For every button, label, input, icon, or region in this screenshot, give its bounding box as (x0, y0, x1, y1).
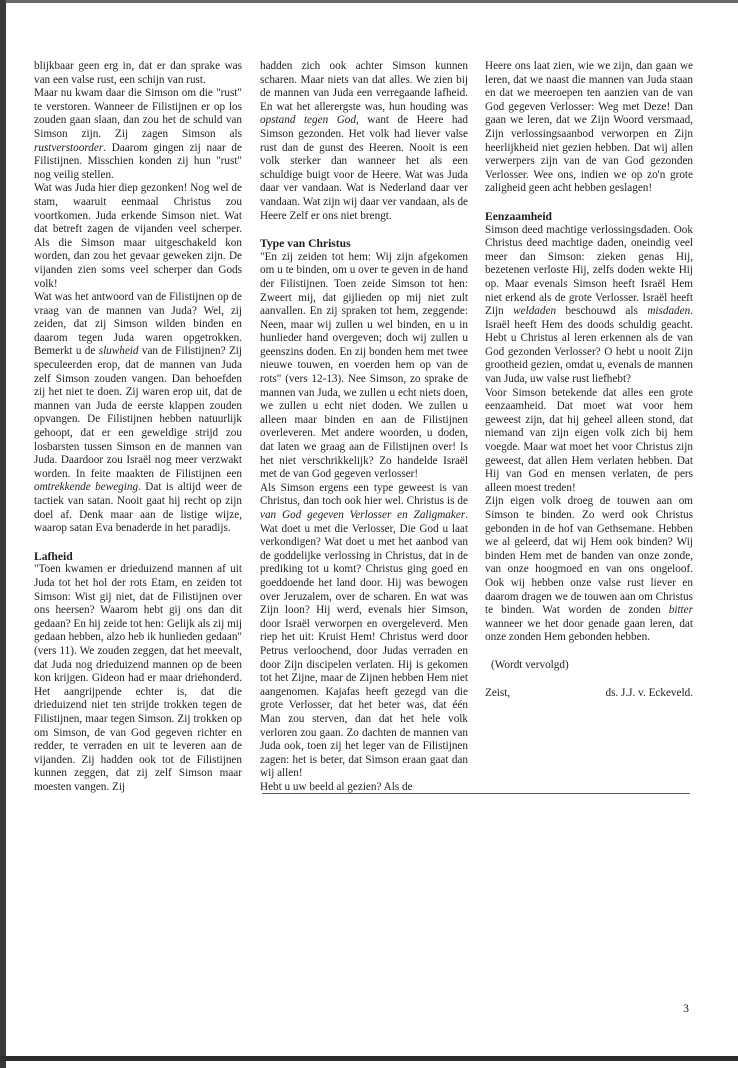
scan-edge-top (0, 0, 738, 3)
author: ds. J.J. v. Eckeveld. (605, 686, 693, 699)
scan-edge-left (0, 0, 6, 1068)
paragraph: "En zij zeiden tot hem: Wij zijn afgekomen om u te binden, om u over te geven in de hand der Filistijnen. Toen zeide Simson tot hen: Zweert mij, dat gijlieden op mij niet zult aanvallen. En zij spraken tot hem, zeggende: Neen, maar wij zullen u wel binden, en u in hunlieder hand overgeven; doch wij zullen u geenszins doden. En zij bonden hem met twee nieuwe touwen, en voerden hem op van de rots" (vers 12-13). Nee Simson, zo sprake de mannen van Juda, we zullen u echt niets doen, we zullen u echt niet doden. We zullen u alleen maar binden en aan de Filistijnen overleveren. Met andere woorden, u doden, dat laten we graag aan de Filistijnen over! Is het niet verschrikkelijk? Zo handelde Israël met de van God gegeven verlosser! (260, 250, 468, 481)
column-3 (485, 60, 693, 700)
section-heading-eenzaamheid: Eenzaamheid (485, 209, 552, 223)
page-number: 3 (683, 1001, 689, 1015)
paragraph: Wat was Juda hier diep gezonken! Nog wel de stam, waaruit eenmaal Christus zou voortkomen. Juda erkende Simson niet. Wat dat betreft zagen de vijanden veel scherper. Als die Simson maar uitgeschakeld kon worden, dan zou het gevaar geweken zijn. De vijanden zien soms veel scherper dan Gods volk! (34, 182, 242, 290)
paragraph: Hebt u uw beeld al gezien? Als de (260, 780, 413, 793)
paragraph: "Toen kwamen er drieduizend mannen af uit Juda tot het hol der rots Etam, en zeiden tot Simson: Wist gij niet, dat de Filistijnen over ons heersen? Waarom hebt gij ons dan dit gedaan? En hij zeide tot hen: Gelijk als zij mij gedaan hebben, alzo heb ik hunlieden gedaan" (vers 11). We zouden zeggen, dat het meevalt, dat Juda nog drieduizend mannen op de been kon krijgen. Gideon had er maar driehonderd. Het aangrijpende echter is, dat die drieduizend niet ten strijde trokken tegen de Filistijnen, maar tegen Simson. Zij trokken op om Simson, de van God gegeven richter en redder, te verraden en uit te leveren aan de vijanden. Zij hadden ook tot de Filistijnen kunnen zeggen, dat zij zelf Simson maar moesten vangen. Zij (34, 563, 242, 793)
paragraph: Wat was het antwoord van de Filistijnen op de vraag van de mannen van Juda? Wel, zij zeiden, dat zij Simson wilden binden en daarom tegen Juda waren opgetrokken. Bemerkt u de sluwheid van de Filistijnen? Zij speculeerden erop, dat de mannen van Juda zelf Simson zouden vangen. Dan behoefden zij het niet te doen. Zij waren erop uit, dat de mannen van Juda de eerste klappen zouden opvangen. De Filistijnen hebben natuurlijk gehoopt, dat er een geweldige strijd zou losbarsten tussen Simson en de mannen van Juda. Daardoor zou Israël nog meer verzwakt worden. In feite maakten de Filistijnen een omtrekkende beweging. Dat is altijd weer de tactiek van satan. Nooit gaat hij recht op zijn doel af. Denk maar aan de listige wijze, waarop satan Eva benaderde in het paradijs. (34, 291, 242, 535)
paragraph: Maar nu kwam daar die Simson om die "rust" te verstoren. Wanneer de Filistijnen er op los zouden gaan slaan, dan zou het de schuld van Simson zijn. Zij zagen Simson als rustverstoorder. Daarom gingen zij naar de Filistijnen. Misschien konden zij hun "rust" nog veilig stellen. (34, 87, 242, 181)
scan-edge-bottom (0, 1056, 738, 1061)
paragraph: Als Simson ergens een type geweest is van Christus, dan toch ook hier wel. Christus is de van God gegeven Verlosser en Zaligmaker. Wat doet u met die Verlosser, Die God u laat verkondigen? Wat doet u met het aanbod van de goddelijke verlossing in Christus, dat in de prediking tot u komt? Christus ging goed en goeddoende het land door. Hij was bewogen over Jeruzalem, over de scharen. En wat was Zijn loon? Hij werd, evenals hier Simson, door Israël verworpen en overgeleverd. Men riep het uit: Kruist Hem! Christus werd door Petrus verloochend, door Judas verraden en door Zijn discipelen verlaten. Hij is gekomen tot het Zijne, maar de Zijnen hebben Hem niet aangenomen. Kajafas heeft gezegd van die grote Verlosser, dat het beter was, dat één Man zou sterven, dan dat het hele volk verloren zou gaan. Zo dachten de mannen van Juda ook, toen zij het leger van de Filistijnen zagen: het is beter, dat Simson eraan gaat dan wij allen! (260, 481, 468, 780)
place: Zeist, (485, 686, 511, 699)
paragraph: hadden zich ook achter Simson kunnen scharen. Maar niets van dat alles. We zien bij de mannen van Juda een verregaande lafheid. En wat het allerergste was, hun houding was opstand tegen God, want de Heere had Simson gezonden. Het volk had liever valse rust dan de gunst des Heeren. Nooit is een volk sterker dan wanneer het als een schuldige buigt voor de Heere. Wat was Juda daar ver vandaan. Wat is Nederland daar ver vandaan. Wat zijn wij daar ver vandaan, als de Heere Zelf er ons niet brengt. (260, 60, 468, 222)
section-heading-lafheid: Lafheid (34, 549, 73, 563)
section-heading-type-van-christus: Type van Christus (260, 237, 351, 251)
column-2 (260, 60, 468, 794)
footer-rule (262, 793, 690, 794)
continued-note: (Wordt vervolgd) (491, 658, 569, 671)
paragraph: blijkbaar geen erg in, dat er dan sprake was van een valse rust, een schijn van rust. (34, 60, 242, 86)
paragraph: Voor Simson betekende dat alles een grote eenzaamheid. Dat moet wat voor hem geweest zijn, dat hij geheel alleen stond, dat niemand van zijn eigen volk zich bij hem voegde. Maar wat moet het voor Christus zijn geweest, dat allen Hem verlaten hebben. Dat Hij van God en mensen verlaten, de pers alleen moest treden! (485, 386, 693, 494)
signature-line (485, 687, 693, 701)
column-1 (34, 60, 242, 794)
paragraph: Zijn eigen volk droeg de touwen aan om Simson te binden. Zo werd ook Christus gebonden in de hof van Gethsemane. Hebben we al geleerd, dat wij Hem ook binden? Wij binden Hem met de banden van onze zonde, van onze hoogmoed en van ons ongeloof. Ook wij hebben onze valse rust liever en daarom dragen we de touwen aan om Christus te binden. Wat worden de zonden bitter wanneer we het door genade gaan leren, dat onze zonden Hem gebonden hebben. (485, 495, 693, 644)
paragraph: Simson deed machtige verlossingsdaden. Ook Christus deed machtige daden, oneindig veel meer dan Simson: zieken genas Hij, bezetenen verloste Hij, zelfs doden wekte Hij op. Maar evenals Simson heeft Israël Hem niet erkend als de grote Verlosser. Israël heeft Zijn weldaden beschouwd als misdaden. Israël heeft Hem des doods schuldig geacht. Hebt u Christus al leren erkennen als de van God gezonden Verlosser? O hebt u nooit Zijn grootheid gezien, omdat u, evenals de mannen van Juda, uw valse rust liefhebt? (485, 223, 693, 386)
paragraph: Heere ons laat zien, wie we zijn, dan gaan we leren, dat we naast die mannen van Juda staan en dat we meeroepen ten aanzien van de van God gegeven Verlosser: Weg met Deze! Dan gaan we leren, dat we Zijn Woord versmaad, Zijn verlossingsaanbod verworpen en Zijn heerlijkheid niet gezien hebben. Dat wij allen verwerpers zijn van de van God gezonden Verlosser. Wee ons, indien we op zo'n grote zaligheid geen acht hebben geslagen! (485, 60, 693, 195)
